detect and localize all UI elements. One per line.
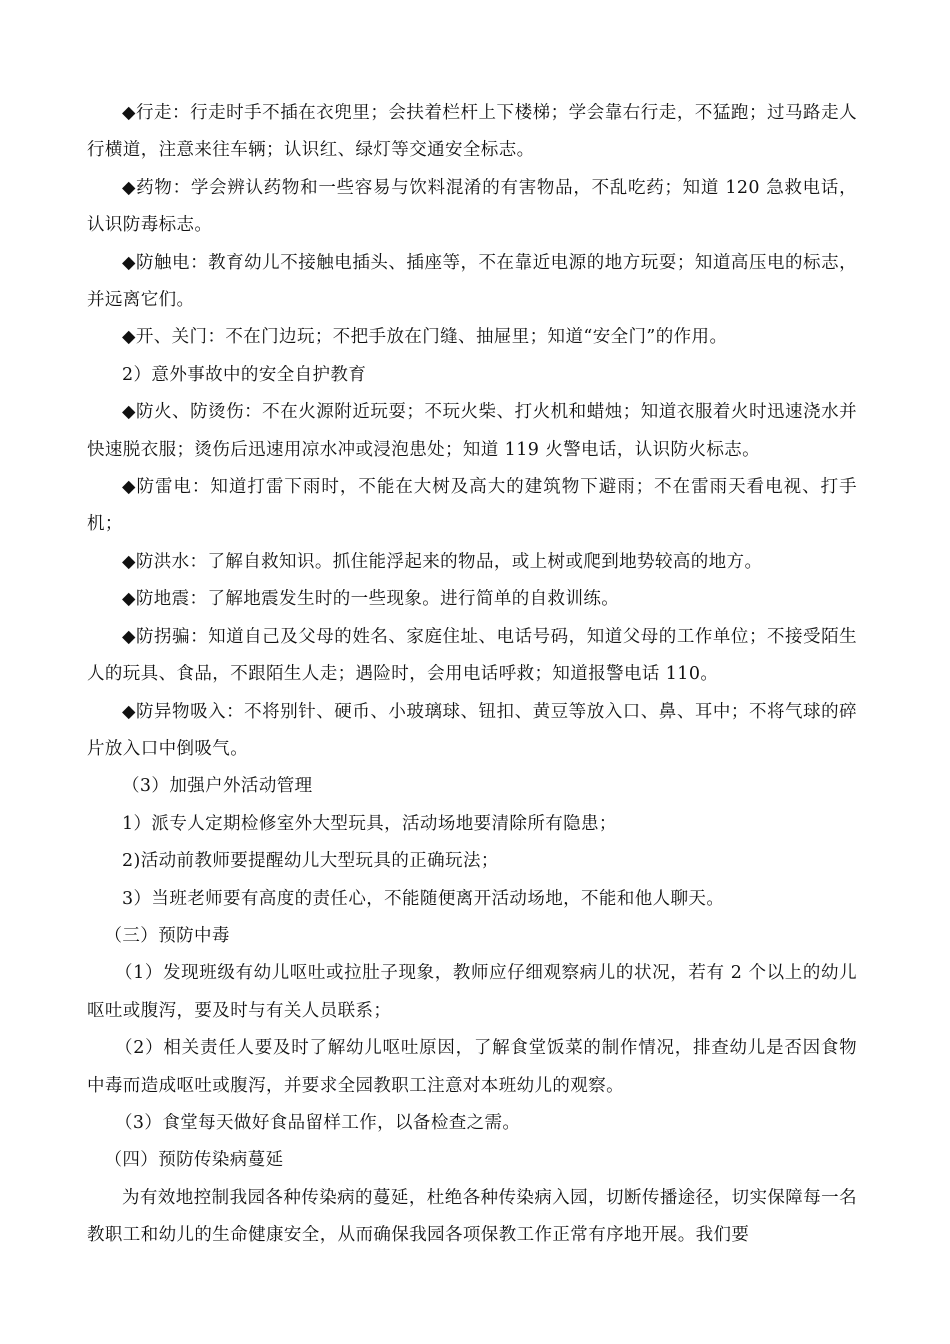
paragraph: 2)活动前教师要提醒幼儿大型玩具的正确玩法； [122, 851, 499, 872]
paragraph: ◆防地震：了解地震发生时的一些现象。进行简单的自救训练。 [122, 589, 620, 610]
paragraph: 1）派专人定期检修室外大型玩具，活动场地要清除所有隐患； [122, 813, 617, 834]
paragraph: ◆药物：学会辨认药物和一些容易与饮料混淆的有害物品，不乱吃药；知道 120 急救电话，认识防毒标志。 [87, 177, 857, 236]
paragraph: （1）发现班级有幼儿呕吐或拉肚子现象，教师应仔细观察病儿的状况，若有 2 个以上的幼儿呕吐或腹泻，要及时与有关人员联系； [87, 963, 857, 1021]
paragraph: （四）预防传染病蔓延 [104, 1150, 284, 1171]
paragraph: 为有效地控制我园各种传染病的蔓延，杜绝各种传染病入园，切断传播途径，切实保障每一名教职工和幼儿的生命健康安全，从而确保我园各项保教工作正常有序地开展。我们要 [87, 1187, 857, 1246]
paragraph: ◆防雷电：知道打雷下雨时，不能在大树及高大的建筑物下避雨；不在雷雨天看电视、打手机； [87, 477, 857, 535]
paragraph: ◆开、关门：不在门边玩；不把手放在门缝、抽屉里；知道“安全门”的作用。 [122, 327, 728, 348]
paragraph: 2）意外事故中的安全自护教育 [122, 364, 367, 385]
paragraph: ◆行走：行走时手不插在衣兜里；会扶着栏杆上下楼梯；学会靠右行走，不猛跑；过马路走人行横道，注意来往车辆；认识红、绿灯等交通安全标志。 [87, 103, 857, 161]
paragraph: （3）食堂每天做好食品留样工作，以备检查之需。 [115, 1112, 521, 1133]
document-body [87, 95, 857, 1255]
paragraph: ◆防火、防烫伤：不在火源附近玩耍；不玩火柴、打火机和蜡烛；知道衣服着火时迅速浇水并快速脱衣服；烫伤后迅速用凉水冲或浸泡患处；知道 119 火警电话，认识防火标志。 [87, 402, 857, 460]
paragraph: ◆防触电：教育幼儿不接触电插头、插座等，不在靠近电源的地方玩耍；知道高压电的标志，并远离它们。 [87, 252, 857, 311]
paragraph: 3）当班老师要有高度的责任心，不能随便离开活动场地，不能和他人聊天。 [122, 888, 725, 909]
paragraph: ◆防洪水：了解自救知识。抓住能浮起来的物品，或上树或爬到地势较高的地方。 [122, 551, 763, 572]
paragraph: （2）相关责任人要及时了解幼儿呕吐原因，了解食堂饭菜的制作情况，排查幼儿是否因食物中毒而造成呕吐或腹泻，并要求全园教职工注意对本班幼儿的观察。 [87, 1038, 857, 1096]
paragraph: （三）预防中毒 [104, 925, 230, 946]
paragraph: （3）加强户外活动管理 [122, 776, 313, 797]
paragraph: ◆防拐骗：知道自己及父母的姓名、家庭住址、电话号码，知道父母的工作单位；不接受陌生人的玩具、食品，不跟陌生人走；遇险时，会用电话呼救；知道报警电话 110。 [87, 626, 857, 685]
paragraph: ◆防异物吸入：不将别针、硬币、小玻璃球、钮扣、黄豆等放入口、鼻、耳中；不将气球的碎片放入口中倒吸气。 [87, 701, 857, 759]
